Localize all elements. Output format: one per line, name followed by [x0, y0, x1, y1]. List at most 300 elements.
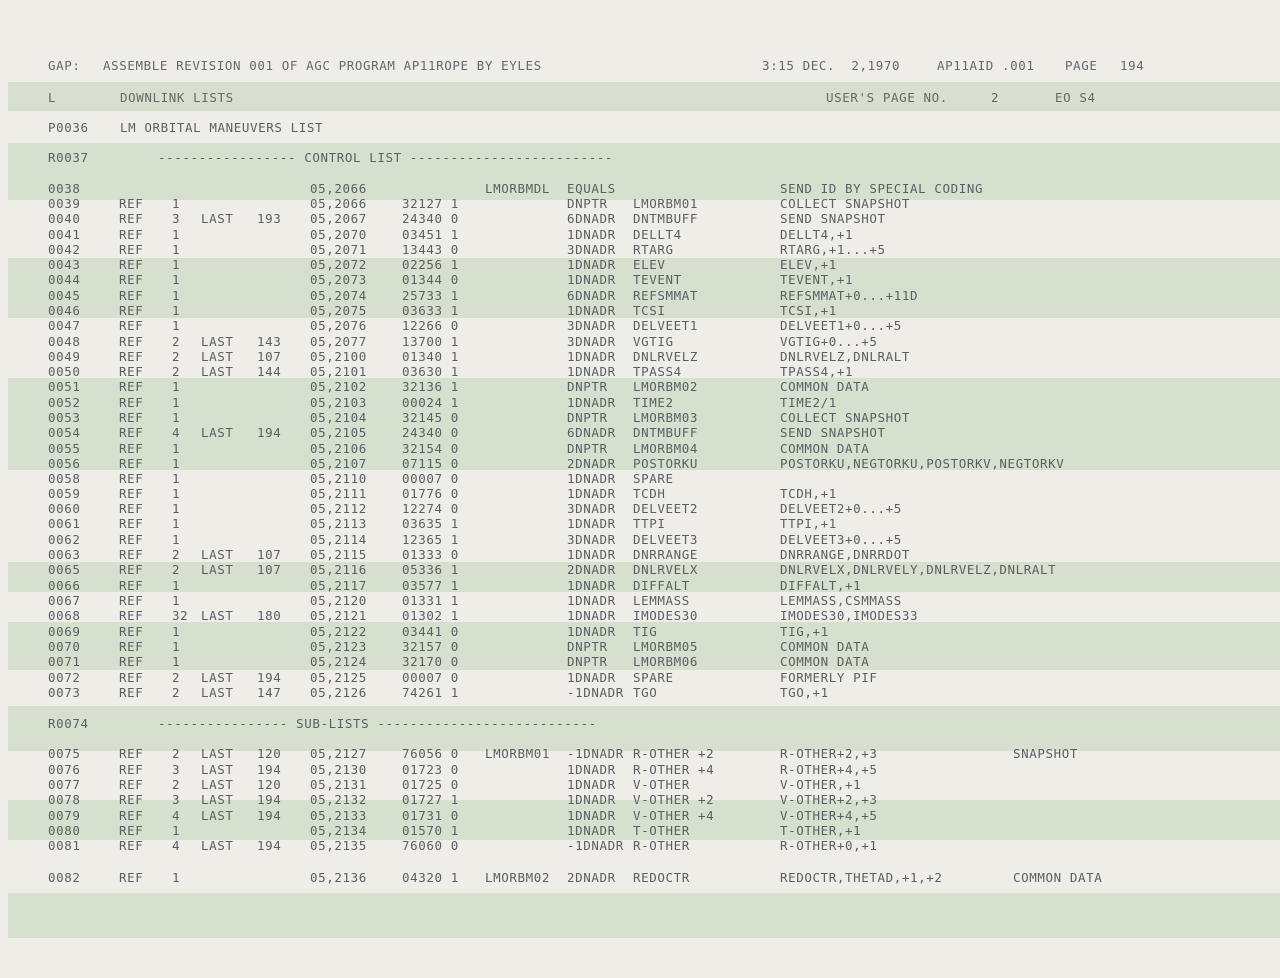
last-page: 193	[257, 211, 282, 226]
operand: LMORBM04	[633, 441, 699, 456]
line-number: 0054	[48, 425, 81, 440]
octal-value: 12266 0	[402, 318, 459, 333]
last-keyword: LAST	[201, 685, 234, 700]
listing-line	[0, 608, 1280, 624]
ref-count: 1	[172, 242, 181, 257]
ref-keyword: REF	[119, 639, 144, 654]
ref-count: 2	[172, 685, 181, 700]
operand: R-OTHER	[633, 838, 690, 853]
line-number: 0059	[48, 486, 81, 501]
listing-line	[0, 272, 1280, 288]
line-number: 0079	[48, 808, 81, 823]
opcode: 1DNADR	[567, 227, 616, 242]
ref-count: 1	[172, 593, 181, 608]
operand: TCDH	[633, 486, 666, 501]
line-number: 0048	[48, 334, 81, 349]
listing-header	[0, 58, 1280, 74]
octal-value: 12365 1	[402, 532, 459, 547]
listing-line	[0, 870, 1280, 886]
octal-value: 32157 0	[402, 639, 459, 654]
opcode: 1DNADR	[567, 471, 616, 486]
ref-keyword: REF	[119, 777, 144, 792]
octal-value: 01340 1	[402, 349, 459, 364]
last-page: 194	[257, 425, 282, 440]
ref-count: 1	[172, 516, 181, 531]
ref-count: 2	[172, 364, 181, 379]
opcode: EQUALS	[567, 181, 616, 196]
listing-line	[0, 823, 1280, 839]
octal-value: 12274 0	[402, 501, 459, 516]
comment: TPASS4,+1	[780, 364, 854, 379]
operand: DIFFALT	[633, 578, 690, 593]
ref-keyword: REF	[119, 441, 144, 456]
operand: TGO	[633, 685, 658, 700]
ref-count: 1	[172, 288, 181, 303]
ref-keyword: REF	[119, 670, 144, 685]
listing-line	[0, 395, 1280, 411]
comment: COMMON DATA	[780, 639, 870, 654]
address: 05,2122	[310, 624, 367, 639]
octal-value: 03451 1	[402, 227, 459, 242]
line-number: 0039	[48, 196, 81, 211]
operand: LMORBM02	[633, 379, 699, 394]
operand: V-OTHER +2	[633, 792, 715, 807]
octal-value: 32136 1	[402, 379, 459, 394]
ref-count: 1	[172, 318, 181, 333]
address: 05,2130	[310, 762, 367, 777]
operand: TIME2	[633, 395, 674, 410]
listing-line	[0, 486, 1280, 502]
ref-keyword: REF	[119, 257, 144, 272]
listing-line	[0, 654, 1280, 670]
comment: SEND ID BY SPECIAL CODING	[780, 181, 984, 196]
octal-value: 01331 1	[402, 593, 459, 608]
operand: V-OTHER +4	[633, 808, 715, 823]
opcode: DNPTR	[567, 639, 608, 654]
address: 05,2101	[310, 364, 367, 379]
comment: ELEV,+1	[780, 257, 837, 272]
line-number: 0055	[48, 441, 81, 456]
ref-count: 3	[172, 792, 181, 807]
octal-value: 03635 1	[402, 516, 459, 531]
ref-count: 1	[172, 624, 181, 639]
ref-count: 1	[172, 441, 181, 456]
line-number: 0050	[48, 364, 81, 379]
line-number: 0066	[48, 578, 81, 593]
listing-line	[0, 441, 1280, 457]
last-keyword: LAST	[201, 349, 234, 364]
listing-line	[0, 792, 1280, 808]
opcode: 1DNADR	[567, 777, 616, 792]
comment: COLLECT SNAPSHOT	[780, 196, 911, 211]
ref-keyword: REF	[119, 685, 144, 700]
ref-count: 1	[172, 379, 181, 394]
octal-value: 32170 0	[402, 654, 459, 669]
operand: DNLRVELX	[633, 562, 699, 577]
ref-count: 1	[172, 303, 181, 318]
opcode: 1DNADR	[567, 272, 616, 287]
operand: IMODES30	[633, 608, 699, 623]
address: 05,2121	[310, 608, 367, 623]
greenbar-band	[8, 893, 1280, 938]
address: 05,2135	[310, 838, 367, 853]
address: 05,2106	[310, 441, 367, 456]
listing-line	[0, 257, 1280, 273]
address: 05,2126	[310, 685, 367, 700]
log-section-title: DOWNLINK LISTS	[120, 90, 234, 105]
ref-count: 4	[172, 425, 181, 440]
octal-value: 00007 0	[402, 670, 459, 685]
opcode: 1DNADR	[567, 762, 616, 777]
comment: TCDH,+1	[780, 486, 837, 501]
opcode: 1DNADR	[567, 547, 616, 562]
listing-line	[0, 318, 1280, 334]
line-number: 0046	[48, 303, 81, 318]
section-divider: ----------------- CONTROL LIST -------------------------	[158, 150, 614, 165]
comment: TEVENT,+1	[780, 272, 854, 287]
last-page: 120	[257, 746, 282, 761]
ref-keyword: REF	[119, 823, 144, 838]
listing-line	[0, 379, 1280, 395]
operand: DELVEET2	[633, 501, 699, 516]
address: 05,2124	[310, 654, 367, 669]
ref-count: 2	[172, 746, 181, 761]
ref-keyword: REF	[119, 532, 144, 547]
ref-count: 2	[172, 349, 181, 364]
octal-value: 32145 0	[402, 410, 459, 425]
listing-line	[0, 181, 1280, 197]
address: 05,2123	[310, 639, 367, 654]
comment: FORMERLY PIF	[780, 670, 878, 685]
last-keyword: LAST	[201, 425, 234, 440]
listing-line	[0, 532, 1280, 548]
operand: DELVEET3	[633, 532, 699, 547]
octal-value: 01727 1	[402, 792, 459, 807]
listing-line	[0, 410, 1280, 426]
line-number: 0080	[48, 823, 81, 838]
line-number: 0072	[48, 670, 81, 685]
listing-line	[0, 516, 1280, 532]
opcode: 3DNADR	[567, 532, 616, 547]
comment: TIME2/1	[780, 395, 837, 410]
ref-keyword: REF	[119, 334, 144, 349]
listing-line	[0, 685, 1280, 701]
opcode: -1DNADR	[567, 838, 624, 853]
line-number: 0077	[48, 777, 81, 792]
ref-count: 1	[172, 227, 181, 242]
operand: DNTMBUFF	[633, 425, 699, 440]
line-number: R0074	[48, 716, 89, 731]
ref-keyword: REF	[119, 562, 144, 577]
address: 05,2067	[310, 211, 367, 226]
opcode: 6DNADR	[567, 425, 616, 440]
octal-value: 03630 1	[402, 364, 459, 379]
listing-line	[0, 578, 1280, 594]
address: 05,2127	[310, 746, 367, 761]
opcode: DNPTR	[567, 654, 608, 669]
ref-keyword: REF	[119, 547, 144, 562]
address: 05,2074	[310, 288, 367, 303]
octal-value: 01344 0	[402, 272, 459, 287]
line-number: 0044	[48, 272, 81, 287]
octal-value: 13700 1	[402, 334, 459, 349]
address: 05,2134	[310, 823, 367, 838]
operand: T-OTHER	[633, 823, 690, 838]
last-page: 194	[257, 838, 282, 853]
line-number: 0056	[48, 456, 81, 471]
comment: POSTORKU,NEGTORKU,POSTORKV,NEGTORKV	[780, 456, 1065, 471]
address: 05,2077	[310, 334, 367, 349]
operand: DELLT4	[633, 227, 682, 242]
line-number: 0062	[48, 532, 81, 547]
log-section-code: L	[48, 90, 57, 105]
listing-line	[0, 303, 1280, 319]
comment: DNLRVELZ,DNLRALT	[780, 349, 911, 364]
operand: RTARG	[633, 242, 674, 257]
ref-keyword: REF	[119, 425, 144, 440]
address: 05,2076	[310, 318, 367, 333]
listing-line	[0, 777, 1280, 793]
ref-count: 1	[172, 578, 181, 593]
listing-line	[0, 211, 1280, 227]
opcode: DNPTR	[567, 441, 608, 456]
address: 05,2066	[310, 181, 367, 196]
line-number: 0071	[48, 654, 81, 669]
line-number: 0075	[48, 746, 81, 761]
comment: COMMON DATA	[780, 654, 870, 669]
comment: DELVEET1+0...+5	[780, 318, 902, 333]
line-number: 0065	[48, 562, 81, 577]
ref-keyword: REF	[119, 870, 144, 885]
ref-count: 2	[172, 670, 181, 685]
last-page: 194	[257, 792, 282, 807]
last-keyword: LAST	[201, 746, 234, 761]
ref-count: 1	[172, 272, 181, 287]
octal-value: 01776 0	[402, 486, 459, 501]
opcode: 3DNADR	[567, 318, 616, 333]
ref-keyword: REF	[119, 593, 144, 608]
ref-keyword: REF	[119, 486, 144, 501]
listing-line	[0, 349, 1280, 365]
comment-note: COMMON DATA	[1013, 870, 1103, 885]
opcode: 1DNADR	[567, 395, 616, 410]
comment: TCSI,+1	[780, 303, 837, 318]
line-number: 0051	[48, 379, 81, 394]
ref-keyword: REF	[119, 501, 144, 516]
last-page: 147	[257, 685, 282, 700]
line-number: 0053	[48, 410, 81, 425]
label-tag: LMORBM02	[485, 870, 551, 885]
opcode: 1DNADR	[567, 364, 616, 379]
octal-value: 01302 1	[402, 608, 459, 623]
ref-keyword: REF	[119, 762, 144, 777]
octal-value: 01731 0	[402, 808, 459, 823]
opcode: 1DNADR	[567, 303, 616, 318]
listing-line	[0, 547, 1280, 563]
opcode: 2DNADR	[567, 870, 616, 885]
operand: DNTMBUFF	[633, 211, 699, 226]
comment: T-OTHER,+1	[780, 823, 862, 838]
opcode: 1DNADR	[567, 257, 616, 272]
address: 05,2066	[310, 196, 367, 211]
line-number: 0042	[48, 242, 81, 257]
octal-value: 00024 1	[402, 395, 459, 410]
address: 05,2116	[310, 562, 367, 577]
ref-keyword: REF	[119, 288, 144, 303]
listing-line	[0, 501, 1280, 517]
listing-line	[0, 334, 1280, 350]
line-number: 0043	[48, 257, 81, 272]
address: 05,2125	[310, 670, 367, 685]
octal-value: 00007 0	[402, 471, 459, 486]
listing-line	[0, 364, 1280, 380]
ref-keyword: REF	[119, 303, 144, 318]
address: 05,2072	[310, 257, 367, 272]
operand: DELVEET1	[633, 318, 699, 333]
ref-keyword: REF	[119, 227, 144, 242]
last-keyword: LAST	[201, 608, 234, 623]
last-keyword: LAST	[201, 211, 234, 226]
comment: V-OTHER+4,+5	[780, 808, 878, 823]
opcode: 1DNADR	[567, 823, 616, 838]
comment: TGO,+1	[780, 685, 829, 700]
operand: SPARE	[633, 471, 674, 486]
address: 05,2100	[310, 349, 367, 364]
ref-keyword: REF	[119, 318, 144, 333]
users-page-number: 2	[991, 90, 1000, 105]
ref-keyword: REF	[119, 196, 144, 211]
address: 05,2107	[310, 456, 367, 471]
line-number: R0037	[48, 150, 89, 165]
list-title: LM ORBITAL MANEUVERS LIST	[120, 120, 324, 135]
opcode: 3DNADR	[567, 334, 616, 349]
address: 05,2115	[310, 547, 367, 562]
operand: DNLRVELZ	[633, 349, 699, 364]
listing-line	[0, 242, 1280, 258]
ref-count: 1	[172, 486, 181, 501]
listing-line	[0, 593, 1280, 609]
last-page: 180	[257, 608, 282, 623]
comment: R-OTHER+4,+5	[780, 762, 878, 777]
octal-value: 03577 1	[402, 578, 459, 593]
address: 05,2103	[310, 395, 367, 410]
ref-count: 1	[172, 395, 181, 410]
ref-count: 4	[172, 838, 181, 853]
operand: LMORBM03	[633, 410, 699, 425]
ref-count: 1	[172, 196, 181, 211]
last-keyword: LAST	[201, 364, 234, 379]
ref-keyword: REF	[119, 211, 144, 226]
operand: TIG	[633, 624, 658, 639]
opcode: 1DNADR	[567, 608, 616, 623]
last-page: 107	[257, 547, 282, 562]
comment: DELVEET3+0...+5	[780, 532, 902, 547]
opcode: 2DNADR	[567, 562, 616, 577]
address: 05,2132	[310, 792, 367, 807]
program-revision: AP11AID .001	[937, 58, 1035, 73]
line-number: 0047	[48, 318, 81, 333]
address: 05,2133	[310, 808, 367, 823]
address: 05,2112	[310, 501, 367, 516]
octal-value: 02256 1	[402, 257, 459, 272]
last-keyword: LAST	[201, 838, 234, 853]
operand: ELEV	[633, 257, 666, 272]
ref-count: 1	[172, 823, 181, 838]
octal-value: 74261 1	[402, 685, 459, 700]
last-page: 194	[257, 808, 282, 823]
octal-value: 24340 0	[402, 211, 459, 226]
line-number: 0041	[48, 227, 81, 242]
assembly-title: ASSEMBLE REVISION 001 OF AGC PROGRAM AP11ROPE BY EYLES	[103, 58, 542, 73]
line-number: 0076	[48, 762, 81, 777]
opcode: 3DNADR	[567, 501, 616, 516]
comment: COMMON DATA	[780, 441, 870, 456]
label-tag: LMORBM01	[485, 746, 551, 761]
address: 05,2071	[310, 242, 367, 257]
opcode: DNPTR	[567, 379, 608, 394]
ref-keyword: REF	[119, 349, 144, 364]
address: 05,2113	[310, 516, 367, 531]
section-divider: ---------------- SUB-LISTS ---------------------------	[158, 716, 597, 731]
operand: LEMMASS	[633, 593, 690, 608]
ref-count: 2	[172, 562, 181, 577]
last-keyword: LAST	[201, 777, 234, 792]
octal-value: 01333 0	[402, 547, 459, 562]
listing-line	[0, 808, 1280, 824]
opcode: 1DNADR	[567, 624, 616, 639]
line-number: 0069	[48, 624, 81, 639]
ref-count: 1	[172, 501, 181, 516]
operand: LMORBM05	[633, 639, 699, 654]
listing-line	[0, 150, 1280, 166]
last-keyword: LAST	[201, 792, 234, 807]
ref-count: 32	[172, 608, 189, 623]
ref-count: 1	[172, 870, 181, 885]
octal-value: 76060 0	[402, 838, 459, 853]
ref-keyword: REF	[119, 578, 144, 593]
operand: SPARE	[633, 670, 674, 685]
listing-line	[0, 562, 1280, 578]
line-number: 0082	[48, 870, 81, 885]
opcode: 1DNADR	[567, 808, 616, 823]
operand: VGTIG	[633, 334, 674, 349]
address: 05,2102	[310, 379, 367, 394]
ref-keyword: REF	[119, 808, 144, 823]
opcode: 1DNADR	[567, 486, 616, 501]
operand: R-OTHER +2	[633, 746, 715, 761]
listing-line	[0, 471, 1280, 487]
listing-line	[0, 425, 1280, 441]
operand: LMORBM01	[633, 196, 699, 211]
last-page: 194	[257, 670, 282, 685]
line-number: 0073	[48, 685, 81, 700]
octal-value: 01570 1	[402, 823, 459, 838]
last-keyword: LAST	[201, 547, 234, 562]
comment: R-OTHER+0,+1	[780, 838, 878, 853]
line-number: 0058	[48, 471, 81, 486]
comment-note: SNAPSHOT	[1013, 746, 1079, 761]
ref-keyword: REF	[119, 516, 144, 531]
last-page: 144	[257, 364, 282, 379]
comment: TIG,+1	[780, 624, 829, 639]
ref-count: 1	[172, 654, 181, 669]
line-number: 0081	[48, 838, 81, 853]
comment: REDOCTR,THETAD,+1,+2	[780, 870, 943, 885]
comment: RTARG,+1...+5	[780, 242, 886, 257]
operand: LMORBM06	[633, 654, 699, 669]
ref-count: 1	[172, 639, 181, 654]
ref-keyword: REF	[119, 792, 144, 807]
